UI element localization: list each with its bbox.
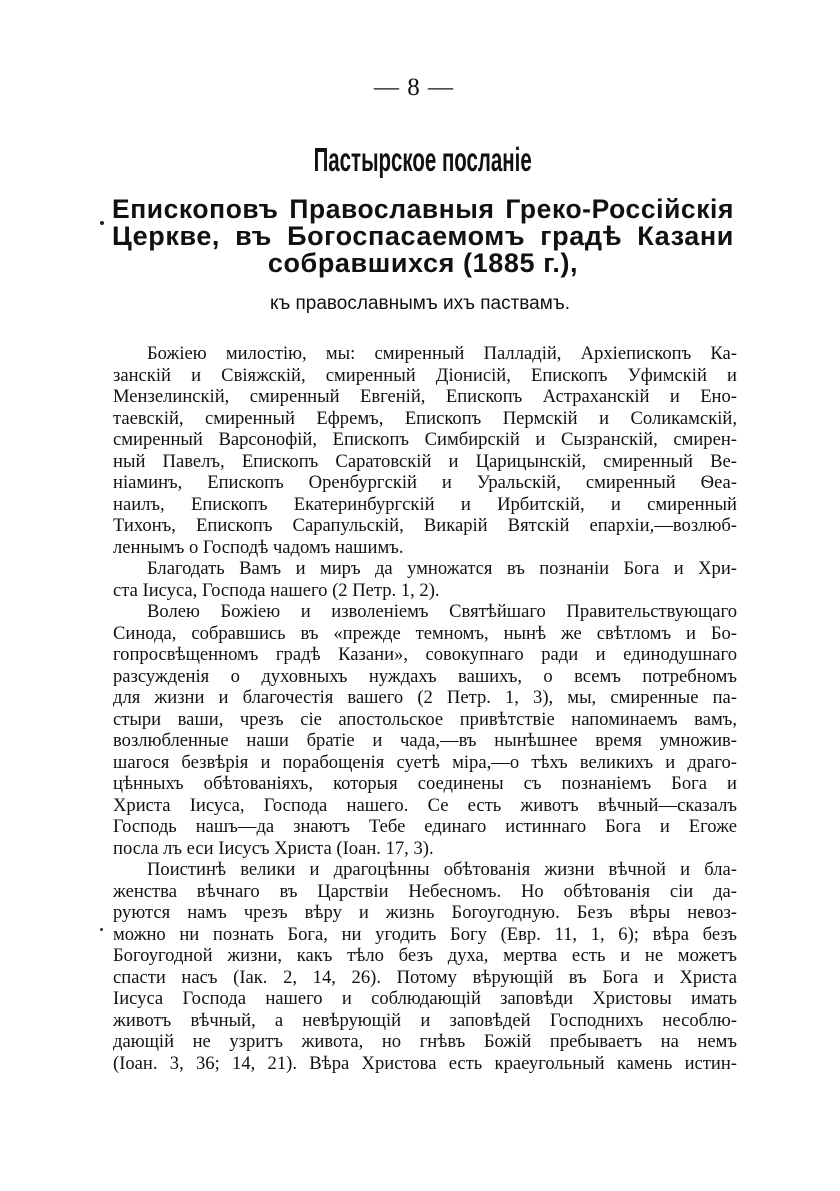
subtitle — [112, 196, 734, 277]
page-number: — 8 — — [374, 74, 454, 101]
text-line: таевскій, смиренный Ефремъ, Епископъ Пермскій и Соликамскій, — [113, 407, 737, 429]
text-line: Волею Божіею и изволеніемъ Святѣйшаго Правительствующаго — [147, 601, 737, 622]
text-line: Поистинѣ велики и драгоцѣнны обѣтованія жизни вѣчной и бла- — [147, 859, 737, 880]
text-line: Божіею милостію, мы: смиренный Палладій, Архіепископъ Ка- — [147, 343, 737, 364]
body-text — [113, 343, 737, 1074]
text-line: (Іоан. 3, 36; 14, 21). Вѣра Христова есть краеугольный камень истин- — [113, 1052, 737, 1074]
print-speck — [100, 928, 103, 931]
text-line: ніаминъ, Епископъ Оренбургскій и Уральскій, смиренный Ѳеа- — [113, 472, 737, 493]
text-line: Христа Іисуса, Господа нашего. Се есть животъ вѣчный—сказалъ — [113, 794, 737, 816]
text-line: Богоугодной жизни, какъ тѣло безъ духа, мертва есть и не можетъ — [113, 945, 737, 966]
text-line: стыри ваши, чрезъ сіе апостольское привѣтствіе напоминаемъ вамъ, — [113, 708, 737, 730]
text-line: леннымъ о Господѣ чадомъ нашимъ. — [113, 536, 404, 558]
text-line: животъ вѣчный, а невѣрующій и заповѣдей Господнихъ несоблю- — [113, 1009, 737, 1031]
text-line: Господь нашъ—да знаютъ Тебе единаго истиннаго Бога и Егоже — [113, 816, 737, 837]
text-line: гопросвѣщенномъ градѣ Казани», совокупнаго ради и единодушнаго — [113, 644, 737, 665]
text-line: женства вѣчнаго въ Царствіи Небесномъ. Но обѣтованія сіи да- — [113, 880, 737, 902]
text-line: Благодать Вамъ и миръ да умножатся въ познаніи Бога и Хри- — [147, 558, 737, 579]
text-line: дающій не узритъ живота, но гнѣвъ Божій пребываетъ на немъ — [113, 1031, 737, 1052]
text-line: Іисуса Господа нашего и соблюдающій заповѣди Христовы имать — [113, 988, 737, 1009]
text-line: шагося безвѣрія и порабощенія суетѣ міра,—о тѣхъ великихъ и драго- — [113, 751, 737, 773]
text-line: Тихонъ, Епископъ Сарапульскій, Викарій Вятскій епархіи,—возлюб- — [113, 515, 737, 536]
text-line: разсужденія о духовныхъ нуждахъ вашихъ, о всемъ потребномъ — [113, 665, 737, 687]
text-line: спасти насъ (Іак. 2, 14, 26). Потому вѣрующій въ Бога и Христа — [113, 966, 737, 988]
page-title: Пастырское посланіе — [313, 141, 532, 178]
print-speck — [100, 221, 104, 225]
text-line: смиренный Варсонофій, Епископъ Симбирскій и Сызранскій, смирен- — [113, 429, 737, 450]
text-line: ста Іисуса, Господа нашего (2 Петр. 1, 2). — [113, 579, 440, 601]
subtitle-line: собравшихся (1885 г.), — [267, 248, 579, 278]
text-line: занскій и Свіяжскій, смиренный Діонисій, Епископъ Уфимскій и — [113, 364, 737, 386]
text-line: ный Павелъ, Епископъ Саратовскій и Царицынскій, смиренный Ве- — [113, 450, 737, 472]
text-line: цѣнныхъ обѣтованіяхъ, которыя соединены съ познаніемъ Бога и — [113, 773, 737, 794]
text-line: наилъ, Епископъ Екатеринбургскій и Ирбитскій, и смиренный — [113, 493, 737, 515]
text-line: Синода, собравшись въ «прежде темномъ, нынѣ же свѣтломъ и Бо- — [113, 622, 737, 644]
text-line: посла лъ еси Іисусъ Христа (Іоан. 17, 3). — [113, 837, 434, 859]
addressee-line: къ православнымъ ихъ паствамъ. — [270, 293, 570, 314]
text-line: возлюбленные наши братіе и чада,—въ нынѣшнее время умножив- — [113, 730, 737, 751]
text-line: можно ни познать Бога, ни угодить Богу (Евр. 11, 1, 6); вѣра безъ — [113, 923, 737, 945]
subtitle-line: Епископовъ Православныя Греко-Россійскія — [112, 194, 734, 224]
subtitle-line: Церкве, въ Богоспасаемомъ градѣ Казани — [112, 221, 734, 251]
text-line: для жизни и благочестія вашего (2 Петр. 1, 3), мы, смиренные па- — [113, 687, 737, 708]
text-line: руются намъ чрезъ вѣру и жизнь Богоугодную. Безъ вѣры невоз- — [113, 902, 737, 923]
text-line: Мензелинскій, смиренный Евгеній, Епископъ Астраханскій и Ено- — [113, 386, 737, 407]
